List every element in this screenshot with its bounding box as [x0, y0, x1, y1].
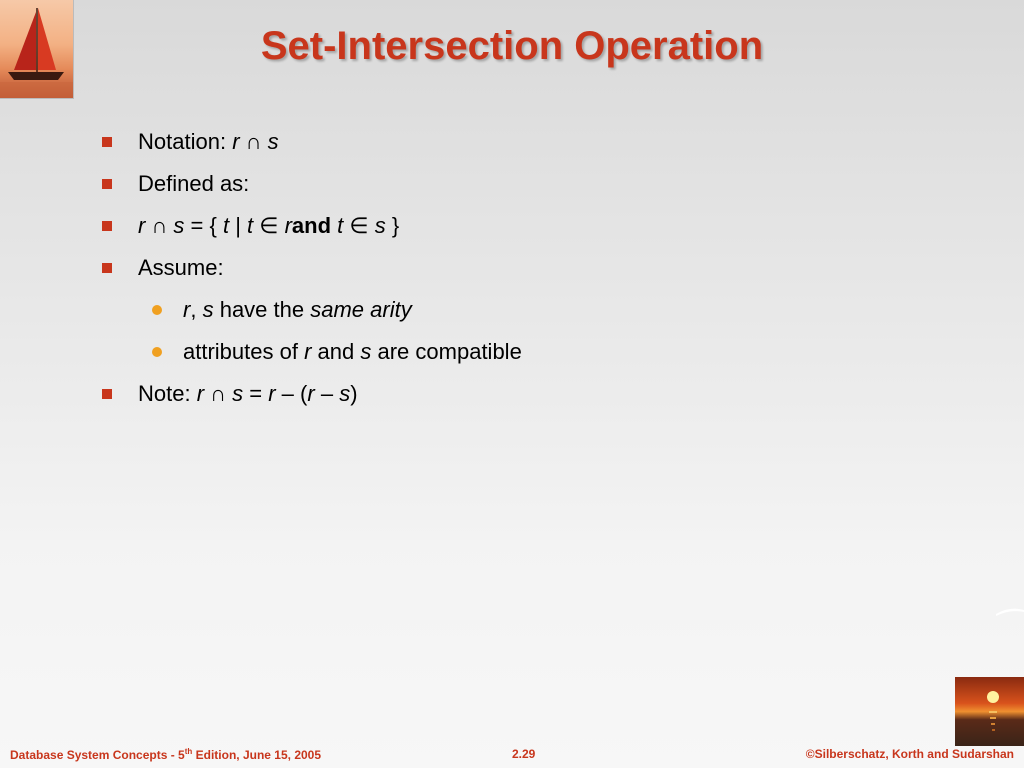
round-bullet-icon	[152, 305, 162, 315]
square-bullet-icon	[102, 137, 112, 147]
square-bullet-icon	[102, 221, 112, 231]
bullet-definition: r ∩ s = { t | t ∈ rand t ∈ s }	[100, 210, 984, 252]
footer-course: Database System Concepts - 5th Edition, June 15, 2005	[10, 747, 322, 762]
bullet-note: Note: r ∩ s = r – (r – s)	[100, 378, 984, 420]
square-bullet-icon	[102, 179, 112, 189]
sub-bullet-compatible: attributes of r and s are compatible	[100, 336, 984, 378]
square-bullet-icon	[102, 389, 112, 399]
bullet-assume: Assume:	[100, 252, 984, 294]
bullet-notation: Notation: r ∩ s	[100, 126, 984, 168]
footer-copyright: ©Silberschatz, Korth and Sudarshan	[805, 747, 1014, 761]
sub-bullet-arity: r, s have the same arity	[100, 294, 984, 336]
footer-page-number: 2.29	[512, 747, 536, 761]
bullet-defined: Defined as:	[100, 168, 984, 210]
square-bullet-icon	[102, 263, 112, 273]
sunset-icon	[955, 677, 1024, 746]
swoosh-decoration	[996, 606, 1024, 618]
slide-title: Set-Intersection Operation	[260, 24, 764, 68]
round-bullet-icon	[152, 347, 162, 357]
bullet-list	[100, 126, 984, 420]
